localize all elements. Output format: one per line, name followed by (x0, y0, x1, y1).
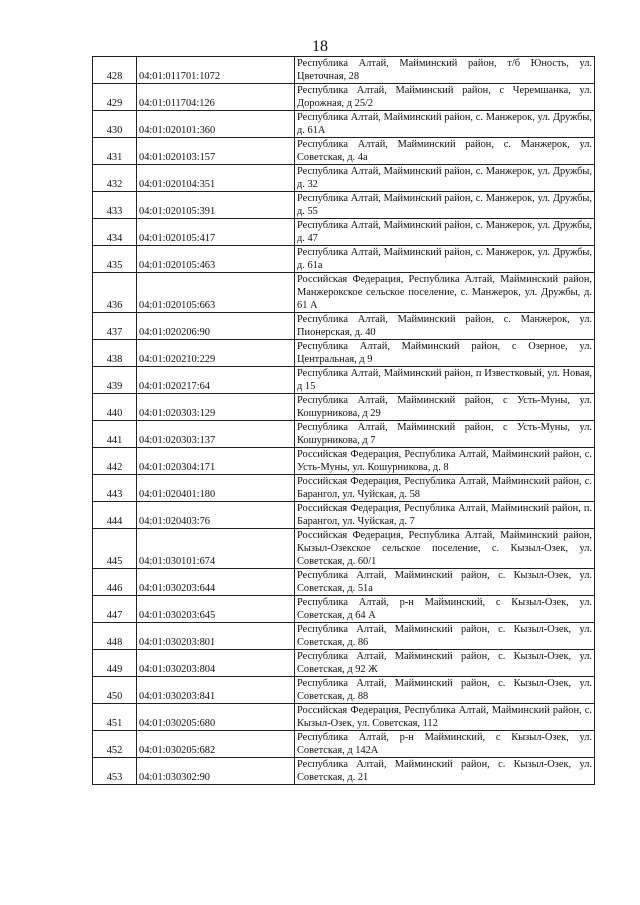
row-number-cell: 453 (93, 758, 137, 785)
row-number-cell: 450 (93, 677, 137, 704)
table-row (93, 758, 595, 785)
cadastral-number-cell: 04:01:030203:804 (137, 650, 295, 677)
table-row (93, 57, 595, 84)
address-cell: Республика Алтай, Майминский район, с. Кызыл-Озек, ул. Советская, д. 51а (295, 569, 595, 596)
cadastral-number-cell: 04:01:020303:129 (137, 394, 295, 421)
address-cell: Российская Федерация, Республика Алтай, Майминский район, с. Усть-Муны, ул. Кошурникова, д. 8 (295, 448, 595, 475)
address-cell: Республика Алтай, Майминский район, с. Кызыл-Озек, ул. Советская, д. 86 (295, 623, 595, 650)
table-row (93, 529, 595, 569)
address-cell: Республика Алтай, Майминский район, п Известковый, ул. Новая, д 15 (295, 367, 595, 394)
row-number-cell: 442 (93, 448, 137, 475)
table-row (93, 313, 595, 340)
table-row (93, 448, 595, 475)
cadastral-number-cell: 04:01:030203:801 (137, 623, 295, 650)
address-cell: Российская Федерация, Республика Алтай, Майминский район, Кызыл-Озекское сельское поселение, с. Кызыл-Озек, ул. Советская, д. 60/1 (295, 529, 595, 569)
row-number-cell: 436 (93, 273, 137, 313)
table-row (93, 340, 595, 367)
table-row (93, 650, 595, 677)
cadastral-number-cell: 04:01:020103:157 (137, 138, 295, 165)
row-number-cell: 435 (93, 246, 137, 273)
cadastral-number-cell: 04:01:020304:171 (137, 448, 295, 475)
row-number-cell: 434 (93, 219, 137, 246)
cadastral-number-cell: 04:01:011701:1072 (137, 57, 295, 84)
address-cell: Российская Федерация, Республика Алтай, Майминский район, с. Барангол, ул. Чуйская, д. 58 (295, 475, 595, 502)
address-cell: Республика Алтай, Майминский район, с. Кызыл-Озек, ул. Советская, д. 21 (295, 758, 595, 785)
table-row (93, 677, 595, 704)
table-row (93, 165, 595, 192)
address-cell: Республика Алтай, Майминский район, с. Манжерок, ул. Советская, д. 4а (295, 138, 595, 165)
address-cell: Республика Алтай, Майминский район, с. Манжерок, ул. Дружбы, д. 55 (295, 192, 595, 219)
table-row (93, 421, 595, 448)
cadastral-number-cell: 04:01:030205:680 (137, 704, 295, 731)
row-number-cell: 447 (93, 596, 137, 623)
table-row (93, 394, 595, 421)
address-cell: Республика Алтай, р-н Майминский, с Кызыл-Озек, ул. Советская, д 142А (295, 731, 595, 758)
row-number-cell: 429 (93, 84, 137, 111)
address-cell: Республика Алтай, Майминский район, с Усть-Муны, ул. Кошурникова, д 29 (295, 394, 595, 421)
cadastral-number-cell: 04:01:020105:663 (137, 273, 295, 313)
row-number-cell: 451 (93, 704, 137, 731)
table-row (93, 704, 595, 731)
cadastral-number-cell: 04:01:020105:391 (137, 192, 295, 219)
page-number: 18 (312, 38, 328, 55)
row-number-cell: 431 (93, 138, 137, 165)
address-cell: Республика Алтай, Майминский район, с. Кызыл-Озек, ул. Советская, д. 88 (295, 677, 595, 704)
row-number-cell: 445 (93, 529, 137, 569)
cadastral-number-cell: 04:01:030101:674 (137, 529, 295, 569)
table-row (93, 475, 595, 502)
row-number-cell: 438 (93, 340, 137, 367)
address-cell: Республика Алтай, Майминский район, с. Манжерок, ул. Дружбы, д. 61а (295, 246, 595, 273)
table-row (93, 623, 595, 650)
table-row (93, 502, 595, 529)
row-number-cell: 449 (93, 650, 137, 677)
property-registry-table (92, 56, 595, 785)
row-number-cell: 437 (93, 313, 137, 340)
address-cell: Республика Алтай, Майминский район, с. Манжерок, ул. Дружбы, д. 32 (295, 165, 595, 192)
cadastral-number-cell: 04:01:020104:351 (137, 165, 295, 192)
table-row (93, 569, 595, 596)
address-cell: Российская Федерация, Республика Алтай, Майминский район, п. Барангол, ул. Чуйская, д. 7 (295, 502, 595, 529)
address-cell: Республика Алтай, Майминский район, с. Кызыл-Озек, ул. Советская, д 92 Ж (295, 650, 595, 677)
cadastral-number-cell: 04:01:020105:463 (137, 246, 295, 273)
cadastral-number-cell: 04:01:030203:645 (137, 596, 295, 623)
cadastral-number-cell: 04:01:020210:229 (137, 340, 295, 367)
cadastral-number-cell: 04:01:030302:90 (137, 758, 295, 785)
address-cell: Республика Алтай, Майминский район, с. Манжерок, ул. Дружбы, д. 61А (295, 111, 595, 138)
row-number-cell: 439 (93, 367, 137, 394)
row-number-cell: 430 (93, 111, 137, 138)
table-row (93, 84, 595, 111)
address-cell: Республика Алтай, Майминский район, с. Манжерок, ул. Дружбы, д. 47 (295, 219, 595, 246)
table-row (93, 219, 595, 246)
cadastral-number-cell: 04:01:020101:360 (137, 111, 295, 138)
address-cell: Республика Алтай, Майминский район, с. Манжерок, ул. Пионерская, д. 40 (295, 313, 595, 340)
address-cell: Российская Федерация, Республика Алтай, Майминский район, с. Кызыл-Озек, ул. Советская, 112 (295, 704, 595, 731)
address-cell: Республика Алтай, Майминский район, т/б Юность, ул. Цветочная, 28 (295, 57, 595, 84)
row-number-cell: 433 (93, 192, 137, 219)
row-number-cell: 448 (93, 623, 137, 650)
table-row (93, 273, 595, 313)
row-number-cell: 446 (93, 569, 137, 596)
table-row (93, 596, 595, 623)
row-number-cell: 444 (93, 502, 137, 529)
address-cell: Российская Федерация, Республика Алтай, Майминский район, Манжерокское сельское поселение, с. Манжерок, ул. Дружбы, д. 61 А (295, 273, 595, 313)
row-number-cell: 441 (93, 421, 137, 448)
address-cell: Республика Алтай, Майминский район, с Озерное, ул. Центральная, д 9 (295, 340, 595, 367)
row-number-cell: 440 (93, 394, 137, 421)
row-number-cell: 428 (93, 57, 137, 84)
table-row (93, 246, 595, 273)
cadastral-number-cell: 04:01:030205:682 (137, 731, 295, 758)
cadastral-number-cell: 04:01:020105:417 (137, 219, 295, 246)
cadastral-number-cell: 04:01:020217:64 (137, 367, 295, 394)
table-row (93, 731, 595, 758)
address-cell: Республика Алтай, Майминский район, с Черемшанка, ул. Дорожная, д 25/2 (295, 84, 595, 111)
cadastral-number-cell: 04:01:030203:644 (137, 569, 295, 596)
cadastral-number-cell: 04:01:011704:126 (137, 84, 295, 111)
cadastral-number-cell: 04:01:020303:137 (137, 421, 295, 448)
row-number-cell: 432 (93, 165, 137, 192)
cadastral-number-cell: 04:01:020403:76 (137, 502, 295, 529)
cadastral-number-cell: 04:01:020206:90 (137, 313, 295, 340)
table-row (93, 367, 595, 394)
table-row (93, 138, 595, 165)
cadastral-number-cell: 04:01:020401:180 (137, 475, 295, 502)
address-cell: Республика Алтай, р-н Майминский, с Кызыл-Озек, ул. Советская, д 64 А (295, 596, 595, 623)
registry-table-body (93, 57, 595, 785)
row-number-cell: 443 (93, 475, 137, 502)
row-number-cell: 452 (93, 731, 137, 758)
address-cell: Республика Алтай, Майминский район, с Усть-Муны, ул. Кошурникова, д 7 (295, 421, 595, 448)
cadastral-number-cell: 04:01:030203:841 (137, 677, 295, 704)
table-row (93, 192, 595, 219)
table-row (93, 111, 595, 138)
